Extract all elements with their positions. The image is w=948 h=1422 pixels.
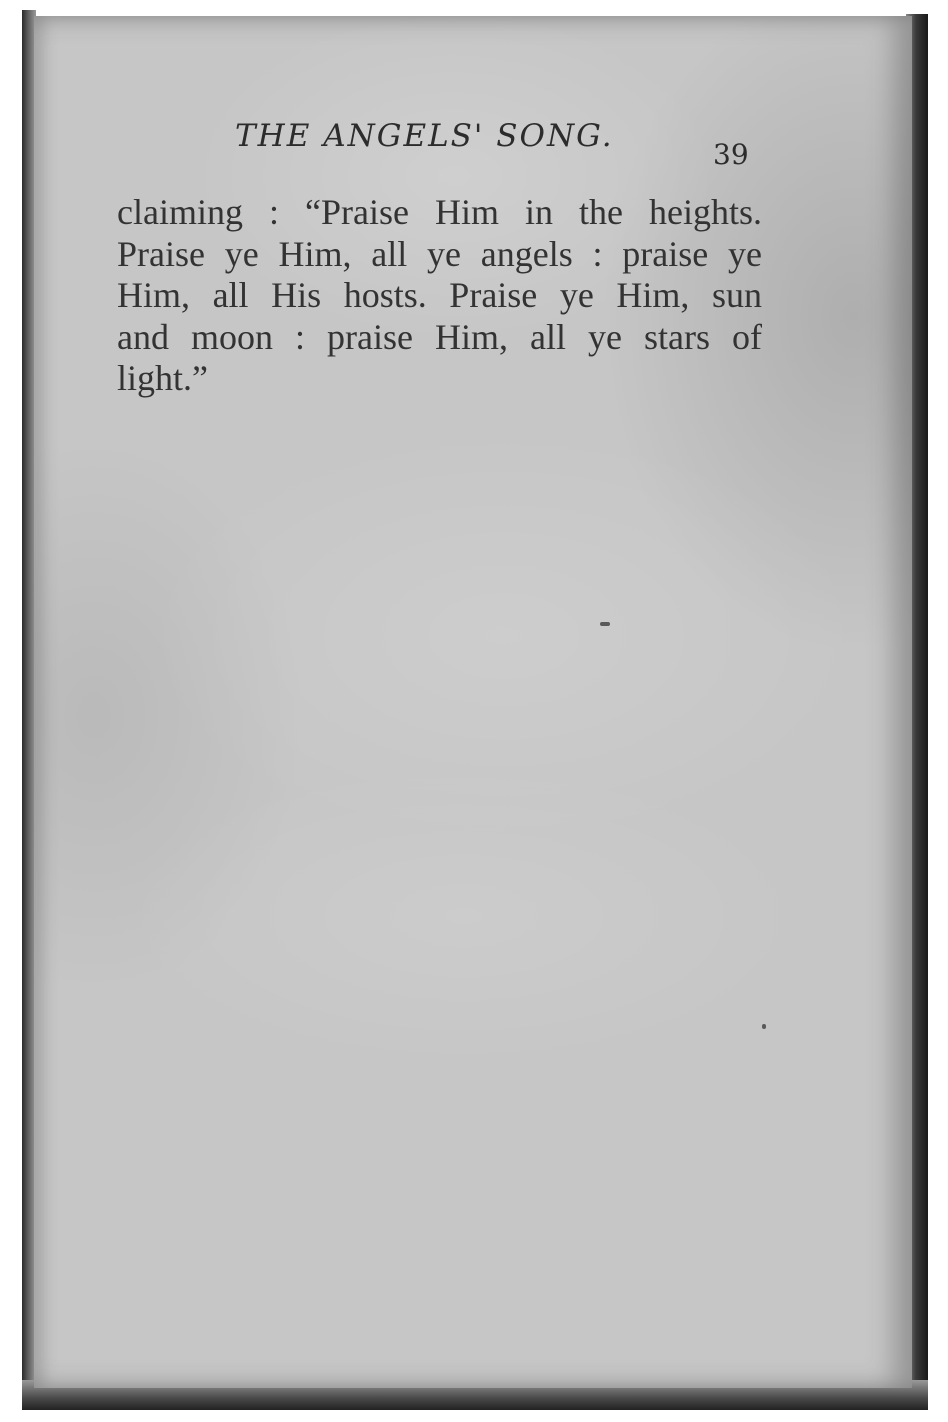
text-line: light.” bbox=[117, 358, 208, 398]
text-line: Praise ye Him, all ye angels : praise ye bbox=[117, 233, 762, 274]
text-line: and moon : praise Him, all ye stars of bbox=[117, 316, 762, 357]
body-text bbox=[117, 192, 762, 400]
running-head: THE ANGELS' SONG. bbox=[235, 118, 614, 154]
paper-speck bbox=[762, 1024, 766, 1029]
text-line: claiming : “Praise Him in the heights. bbox=[117, 192, 762, 232]
page-number: 39 bbox=[713, 138, 749, 171]
paper-speck bbox=[600, 622, 610, 626]
text-line: Him, all His hosts. Praise ye Him, sun bbox=[117, 275, 762, 315]
